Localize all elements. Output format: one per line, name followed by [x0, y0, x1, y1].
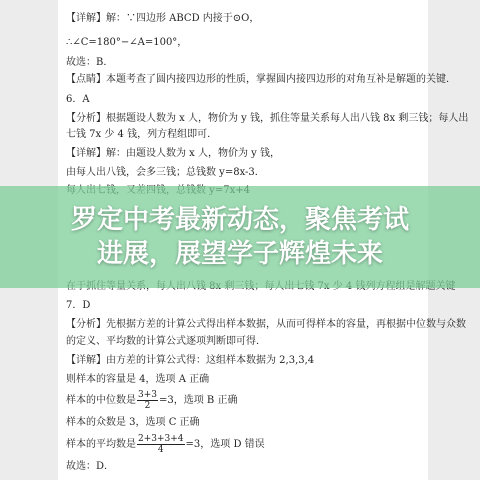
- headline-text: [0, 186, 480, 288]
- fraction: [137, 434, 185, 455]
- fraction-numerator: 2+3+3+4: [138, 434, 184, 444]
- fraction-denominator: 4: [157, 445, 164, 455]
- question-number: 7．D: [66, 300, 91, 311]
- formula-line: [66, 390, 237, 411]
- formula-line: [66, 434, 265, 455]
- text-line: 【分析】先根据方差的计算公式得出样本数据，从而可得样本的容量，再根据中位数与众数: [66, 319, 466, 330]
- text-line: 样本的众数是 3，选项 C 正确: [66, 417, 200, 428]
- formula-prefix: 样本的中位数是: [66, 395, 136, 406]
- text-line: 【点睛】本题考查了圆内接四边形的性质，掌握圆内接四边形的对角互补是解题的关键．: [66, 74, 456, 85]
- text-line: 故选：D．: [66, 461, 115, 472]
- question-number: 6．A: [66, 94, 90, 105]
- text-line: 由每人出八钱，会多三钱；总钱数 y=8x-3．: [66, 167, 265, 178]
- text-line: ∴∠C=180°−∠A=100°，: [66, 37, 188, 48]
- text-line: 的定义、平均数的计算公式逐项判断即可得．: [66, 336, 266, 347]
- fraction-denominator: 2: [144, 401, 151, 411]
- text-line: 【分析】根据题设人数为 x 人，物价为 y 钱，抓住等量关系每人出八钱 8x 剩三钱；每人出: [66, 113, 469, 124]
- text-line: 【详解】由方差的计算公式得：这组样本数据为 2,3,3,4: [66, 355, 315, 366]
- formula-suffix: =3，选项 B 正确: [159, 395, 238, 406]
- formula-prefix: 样本的平均数是: [66, 439, 136, 450]
- fraction: [137, 390, 158, 411]
- text-line: 故选：B．: [66, 57, 114, 68]
- text-line: 【详解】解：∵四边形 ABCD 内接于⊙O，: [66, 13, 260, 24]
- formula-suffix: =3，选项 D 错误: [185, 439, 265, 450]
- text-line: 则样本的容量是 4，选项 A 正确: [66, 374, 210, 385]
- headline-line-1: 罗定中考最新动态，聚焦考试: [70, 205, 409, 235]
- text-line: 【详解】解：由题设人数为 x 人，物价为 y 钱，: [66, 148, 281, 159]
- headline-line-2: 进展，展望学子辉煌未来: [96, 239, 383, 269]
- fraction-numerator: 3+3: [138, 390, 157, 400]
- text-line: 七钱 7x 少 4 钱，列方程组即可．: [66, 129, 218, 140]
